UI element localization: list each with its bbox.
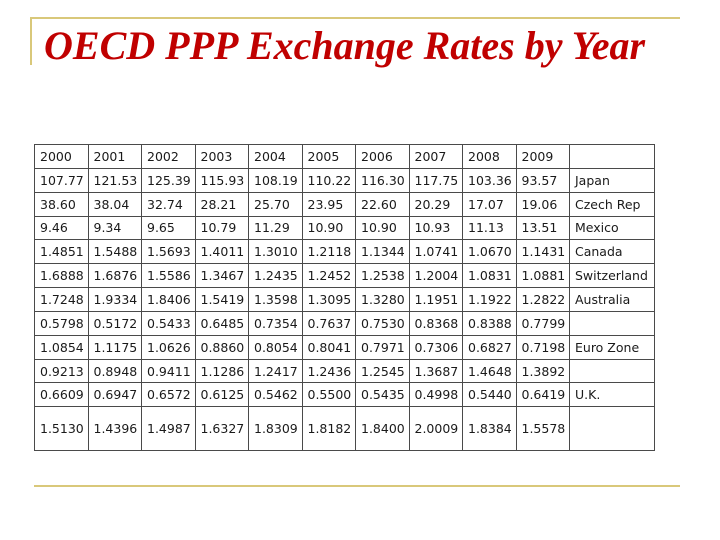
table-row [35, 311, 655, 335]
rate-cell: 2004 [249, 145, 303, 169]
table-row [35, 216, 655, 240]
rate-cell: 1.6888 [35, 264, 89, 288]
rate-cell: 0.6609 [35, 383, 89, 407]
rate-cell: 28.21 [195, 192, 249, 216]
rate-cell: 93.57 [516, 168, 570, 192]
ppp-exchange-rate-table [34, 144, 655, 451]
rate-cell: 1.2822 [516, 288, 570, 312]
rate-cell: 116.30 [356, 168, 410, 192]
rate-cell: 1.3095 [302, 288, 356, 312]
rate-cell: 1.2436 [302, 359, 356, 383]
rate-cell: 9.46 [35, 216, 89, 240]
rate-cell: 1.1175 [88, 335, 142, 359]
rate-cell: 0.9213 [35, 359, 89, 383]
rate-cell: 25.70 [249, 192, 303, 216]
rate-cell: 0.7354 [249, 311, 303, 335]
rate-cell: 38.60 [35, 192, 89, 216]
rate-cell: 2007 [409, 145, 463, 169]
country-cell: Mexico [570, 216, 655, 240]
rate-cell: 1.4396 [88, 407, 142, 451]
rate-cell: 1.2452 [302, 264, 356, 288]
table-row [35, 168, 655, 192]
rate-cell: 2001 [88, 145, 142, 169]
rate-cell: 1.1951 [409, 288, 463, 312]
country-cell [570, 145, 655, 169]
rate-cell: 1.1922 [463, 288, 517, 312]
rate-cell: 103.36 [463, 168, 517, 192]
rate-cell: 22.60 [356, 192, 410, 216]
rate-cell: 38.04 [88, 192, 142, 216]
rate-cell: 2.0009 [409, 407, 463, 451]
country-cell [570, 407, 655, 451]
rate-cell: 1.8406 [142, 288, 196, 312]
rate-cell: 1.3010 [249, 240, 303, 264]
rate-cell: 1.5586 [142, 264, 196, 288]
rate-cell: 0.5500 [302, 383, 356, 407]
rate-cell: 0.6485 [195, 311, 249, 335]
rate-cell: 11.29 [249, 216, 303, 240]
table-row [35, 264, 655, 288]
rate-cell: 1.2118 [302, 240, 356, 264]
rate-cell: 0.7530 [356, 311, 410, 335]
rate-cell: 1.5130 [35, 407, 89, 451]
rate-cell: 2000 [35, 145, 89, 169]
rate-cell: 0.4998 [409, 383, 463, 407]
rate-cell: 0.6827 [463, 335, 517, 359]
rate-cell: 9.34 [88, 216, 142, 240]
rate-cell: 1.2545 [356, 359, 410, 383]
rate-cell: 0.5798 [35, 311, 89, 335]
rate-cell: 13.51 [516, 216, 570, 240]
rate-cell: 115.93 [195, 168, 249, 192]
rate-cell: 1.3687 [409, 359, 463, 383]
rate-cell: 1.0626 [142, 335, 196, 359]
rate-cell: 2008 [463, 145, 517, 169]
rate-cell: 10.90 [356, 216, 410, 240]
rate-cell: 1.3280 [356, 288, 410, 312]
rate-cell: 107.77 [35, 168, 89, 192]
rate-cell: 0.7971 [356, 335, 410, 359]
rate-cell: 2006 [356, 145, 410, 169]
rate-cell: 1.6876 [88, 264, 142, 288]
table-header-row [35, 145, 655, 169]
rate-cell: 1.8400 [356, 407, 410, 451]
rate-cell: 1.1431 [516, 240, 570, 264]
rate-cell: 1.4648 [463, 359, 517, 383]
rate-cell: 0.5440 [463, 383, 517, 407]
country-cell [570, 359, 655, 383]
rate-cell: 121.53 [88, 168, 142, 192]
rate-cell: 1.4011 [195, 240, 249, 264]
rate-cell: 19.06 [516, 192, 570, 216]
rate-cell: 0.8948 [88, 359, 142, 383]
rate-cell: 10.79 [195, 216, 249, 240]
country-cell: Euro Zone [570, 335, 655, 359]
ppp-table-container [34, 144, 654, 451]
rate-cell: 0.6572 [142, 383, 196, 407]
rate-cell: 1.1286 [195, 359, 249, 383]
table-body [35, 145, 655, 451]
table-row [35, 288, 655, 312]
rate-cell: 1.2004 [409, 264, 463, 288]
rate-cell: 10.93 [409, 216, 463, 240]
title-top-rule [30, 17, 680, 19]
table-row [35, 240, 655, 264]
rate-cell: 0.7637 [302, 311, 356, 335]
rate-cell: 0.5433 [142, 311, 196, 335]
rate-cell: 1.0854 [35, 335, 89, 359]
rate-cell: 2003 [195, 145, 249, 169]
rate-cell: 0.8860 [195, 335, 249, 359]
rate-cell: 117.75 [409, 168, 463, 192]
rate-cell: 1.5488 [88, 240, 142, 264]
table-row [35, 359, 655, 383]
rate-cell: 1.4851 [35, 240, 89, 264]
rate-cell: 1.5419 [195, 288, 249, 312]
rate-cell: 1.0741 [409, 240, 463, 264]
rate-cell: 1.0881 [516, 264, 570, 288]
rate-cell: 23.95 [302, 192, 356, 216]
rate-cell: 125.39 [142, 168, 196, 192]
rate-cell: 20.29 [409, 192, 463, 216]
rate-cell: 10.90 [302, 216, 356, 240]
country-cell: Japan [570, 168, 655, 192]
rate-cell: 1.4987 [142, 407, 196, 451]
country-cell: Canada [570, 240, 655, 264]
table-row [35, 335, 655, 359]
rate-cell: 1.2417 [249, 359, 303, 383]
rate-cell: 9.65 [142, 216, 196, 240]
footer-rule [34, 485, 680, 487]
country-cell: U.K. [570, 383, 655, 407]
rate-cell: 32.74 [142, 192, 196, 216]
rate-cell: 0.8054 [249, 335, 303, 359]
rate-cell: 2002 [142, 145, 196, 169]
rate-cell: 1.1344 [356, 240, 410, 264]
country-cell [570, 311, 655, 335]
rate-cell: 11.13 [463, 216, 517, 240]
table-row [35, 407, 655, 451]
slide-title: OECD PPP Exchange Rates by Year [44, 23, 646, 68]
rate-cell: 0.7799 [516, 311, 570, 335]
table-row [35, 383, 655, 407]
rate-cell: 2009 [516, 145, 570, 169]
rate-cell: 17.07 [463, 192, 517, 216]
rate-cell: 0.8041 [302, 335, 356, 359]
rate-cell: 0.8388 [463, 311, 517, 335]
rate-cell: 1.2435 [249, 264, 303, 288]
rate-cell: 0.9411 [142, 359, 196, 383]
rate-cell: 0.5462 [249, 383, 303, 407]
rate-cell: 0.5435 [356, 383, 410, 407]
table-row [35, 192, 655, 216]
rate-cell: 1.5693 [142, 240, 196, 264]
rate-cell: 0.6125 [195, 383, 249, 407]
rate-cell: 110.22 [302, 168, 356, 192]
rate-cell: 0.7306 [409, 335, 463, 359]
rate-cell: 1.2538 [356, 264, 410, 288]
rate-cell: 1.0670 [463, 240, 517, 264]
country-cell: Switzerland [570, 264, 655, 288]
rate-cell: 1.6327 [195, 407, 249, 451]
rate-cell: 0.7198 [516, 335, 570, 359]
country-cell: Australia [570, 288, 655, 312]
rate-cell: 1.8182 [302, 407, 356, 451]
rate-cell: 1.9334 [88, 288, 142, 312]
title-left-rule [30, 17, 32, 65]
rate-cell: 108.19 [249, 168, 303, 192]
rate-cell: 1.8309 [249, 407, 303, 451]
rate-cell: 0.5172 [88, 311, 142, 335]
rate-cell: 1.3467 [195, 264, 249, 288]
rate-cell: 1.3892 [516, 359, 570, 383]
rate-cell: 0.6947 [88, 383, 142, 407]
rate-cell: 0.6419 [516, 383, 570, 407]
rate-cell: 1.5578 [516, 407, 570, 451]
rate-cell: 1.7248 [35, 288, 89, 312]
rate-cell: 0.8368 [409, 311, 463, 335]
rate-cell: 1.3598 [249, 288, 303, 312]
country-cell: Czech Rep [570, 192, 655, 216]
rate-cell: 1.0831 [463, 264, 517, 288]
rate-cell: 2005 [302, 145, 356, 169]
rate-cell: 1.8384 [463, 407, 517, 451]
